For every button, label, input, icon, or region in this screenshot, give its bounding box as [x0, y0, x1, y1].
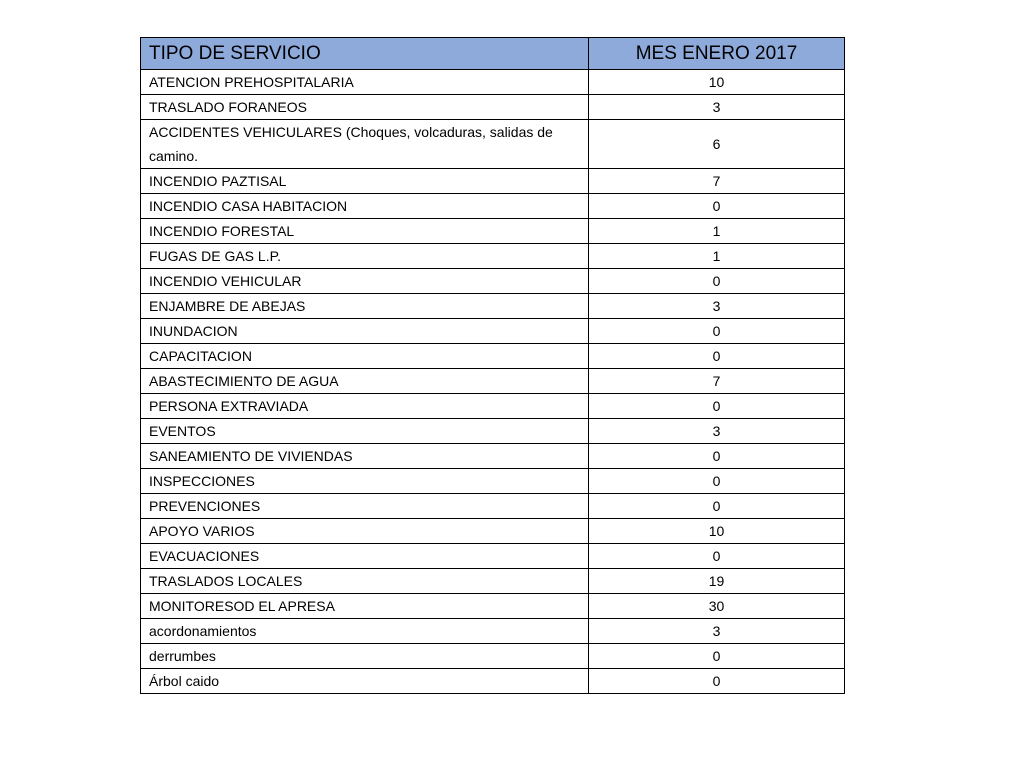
- services-table: [140, 37, 845, 694]
- table-row: [141, 344, 845, 369]
- service-count: 6: [589, 120, 845, 169]
- service-count: 1: [589, 244, 845, 269]
- service-name: INCENDIO PAZTISAL: [141, 169, 589, 194]
- service-count: 0: [589, 544, 845, 569]
- service-name: TRASLADOS LOCALES: [141, 569, 589, 594]
- services-table-container: [140, 37, 844, 694]
- service-count: 1: [589, 219, 845, 244]
- table-row: [141, 469, 845, 494]
- service-name: ENJAMBRE DE ABEJAS: [141, 294, 589, 319]
- table-row: [141, 169, 845, 194]
- table-row: [141, 219, 845, 244]
- service-name: PERSONA EXTRAVIADA: [141, 394, 589, 419]
- service-name: SANEAMIENTO DE VIVIENDAS: [141, 444, 589, 469]
- table-row: [141, 95, 845, 120]
- service-count: 0: [589, 469, 845, 494]
- service-name: derrumbes: [141, 644, 589, 669]
- service-name: APOYO VARIOS: [141, 519, 589, 544]
- service-name: EVENTOS: [141, 419, 589, 444]
- service-name: MONITORESOD EL APRESA: [141, 594, 589, 619]
- service-count: 7: [589, 369, 845, 394]
- service-name: INCENDIO FORESTAL: [141, 219, 589, 244]
- service-name: TRASLADO FORANEOS: [141, 95, 589, 120]
- service-count: 0: [589, 444, 845, 469]
- table-row: [141, 319, 845, 344]
- table-row: [141, 619, 845, 644]
- service-name: CAPACITACION: [141, 344, 589, 369]
- service-count: 0: [589, 319, 845, 344]
- service-name: ATENCION PREHOSPITALARIA: [141, 70, 589, 95]
- service-name: FUGAS DE GAS L.P.: [141, 244, 589, 269]
- table-row: [141, 494, 845, 519]
- service-name: EVACUACIONES: [141, 544, 589, 569]
- service-count: 0: [589, 194, 845, 219]
- service-name: ABASTECIMIENTO DE AGUA: [141, 369, 589, 394]
- table-row: [141, 269, 845, 294]
- table-row: [141, 120, 845, 169]
- service-count: 3: [589, 95, 845, 120]
- table-row: [141, 544, 845, 569]
- service-count: 10: [589, 519, 845, 544]
- service-count: 3: [589, 419, 845, 444]
- service-count: 0: [589, 269, 845, 294]
- table-row: [141, 394, 845, 419]
- table-row: [141, 369, 845, 394]
- service-count: 3: [589, 619, 845, 644]
- service-count: 0: [589, 494, 845, 519]
- service-count: 3: [589, 294, 845, 319]
- service-name: PREVENCIONES: [141, 494, 589, 519]
- table-row: [141, 194, 845, 219]
- service-count: 10: [589, 70, 845, 95]
- service-count: 0: [589, 344, 845, 369]
- table-row: [141, 644, 845, 669]
- table-row: [141, 244, 845, 269]
- service-count: 0: [589, 644, 845, 669]
- service-count: 30: [589, 594, 845, 619]
- service-count: 0: [589, 394, 845, 419]
- table-row: [141, 294, 845, 319]
- table-row: [141, 669, 845, 694]
- service-name: acordonamientos: [141, 619, 589, 644]
- header-service-type: TIPO DE SERVICIO: [141, 38, 589, 70]
- table-row: [141, 444, 845, 469]
- service-count: 7: [589, 169, 845, 194]
- service-name: INCENDIO VEHICULAR: [141, 269, 589, 294]
- service-name: ACCIDENTES VEHICULARES (Choques, volcaduras, salidas de camino.: [141, 120, 589, 169]
- table-row: [141, 569, 845, 594]
- table-header-row: [141, 38, 845, 70]
- service-count: 19: [589, 569, 845, 594]
- service-name: INCENDIO CASA HABITACION: [141, 194, 589, 219]
- table-row: [141, 519, 845, 544]
- service-name: INUNDACION: [141, 319, 589, 344]
- service-name: Árbol caido: [141, 669, 589, 694]
- service-count: 0: [589, 669, 845, 694]
- header-month: MES ENERO 2017: [589, 38, 845, 70]
- service-name: INSPECCIONES: [141, 469, 589, 494]
- table-row: [141, 594, 845, 619]
- table-row: [141, 70, 845, 95]
- table-row: [141, 419, 845, 444]
